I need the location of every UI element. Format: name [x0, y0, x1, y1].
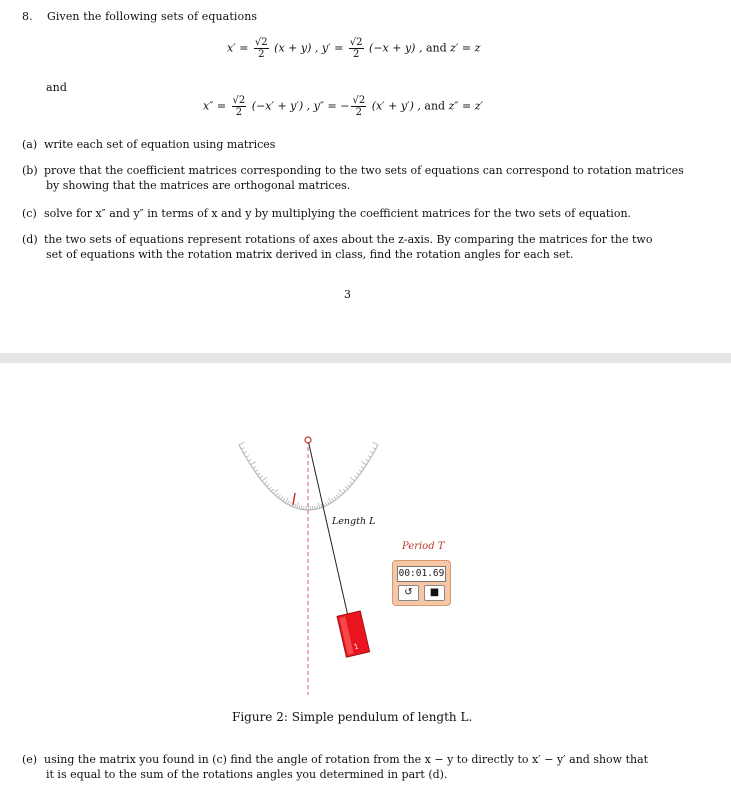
- item-a: [22, 137, 275, 152]
- fraction-sqrt2-over-2: $\frac{√2}{2}$: [349, 37, 363, 60]
- item-label: (c): [22, 207, 37, 220]
- item-text-continued: set of equations with the rotation matrix derived in class, find the rotation angles for each set.: [46, 248, 574, 261]
- item-text: solve for x″ and y″ in terms of x and y by multiplying the coefficient matrices for the two sets of equation.: [44, 207, 632, 220]
- item-e: [22, 752, 648, 782]
- eq2-and: and: [424, 99, 446, 113]
- protractor-tick: [262, 477, 267, 481]
- eq1-and: and: [425, 41, 447, 55]
- eq2-negative-sign: −: [340, 99, 350, 113]
- item-label: (e): [22, 753, 38, 766]
- eq1-term1: (x + y) , y′: [274, 41, 331, 55]
- eq2-term2: (x′ + y′) ,: [371, 99, 421, 113]
- eq2-z: z″ = z′: [448, 99, 483, 113]
- eq2-term1: (−x′ + y′) , y″: [251, 99, 325, 113]
- problem-intro: Given the following sets of equations: [47, 10, 258, 23]
- eq2-lhs: x″: [203, 99, 214, 113]
- protractor-tick: [361, 462, 366, 465]
- page-divider: [0, 353, 731, 363]
- stopwatch: [392, 560, 451, 606]
- protractor-tick: [239, 442, 244, 445]
- stop-icon: ■: [429, 587, 440, 598]
- problem-number: 8.: [22, 10, 33, 23]
- restart-button[interactable]: [398, 585, 419, 601]
- fraction-sqrt2-over-2: $\frac{√2}{2}$: [352, 95, 366, 118]
- and-word: and: [46, 81, 67, 94]
- protractor-tick: [274, 489, 278, 493]
- item-label: (b): [22, 164, 38, 177]
- item-d: [22, 232, 652, 262]
- period-label: Period T: [402, 541, 445, 552]
- protractor-tick: [285, 498, 288, 503]
- eq1-z: z′ = z: [450, 41, 481, 55]
- length-label: Length L: [332, 516, 376, 527]
- protractor-tick: [318, 502, 320, 508]
- protractor-tick: [297, 502, 299, 508]
- timer-display: 00:01.69: [397, 566, 446, 582]
- protractor-tick: [251, 462, 256, 465]
- pivot-icon: [305, 437, 311, 443]
- fraction-sqrt2-over-2: $\frac{√2}{2}$: [254, 37, 268, 60]
- mass-label: 1: [353, 642, 360, 652]
- item-text-continued: by showing that the matrices are orthogonal matrices.: [46, 179, 351, 192]
- pendulum-mass[interactable]: [337, 611, 370, 657]
- item-label: (a): [22, 138, 38, 151]
- eq1-term2: (−x + y) ,: [369, 41, 423, 55]
- eq1-lhs: x′: [227, 41, 236, 55]
- stop-button[interactable]: [424, 585, 445, 601]
- item-c: [22, 206, 631, 221]
- protractor-tick: [328, 498, 331, 503]
- protractor-tick: [339, 489, 343, 493]
- protractor-tick: [350, 477, 355, 481]
- item-text-continued: it is equal to the sum of the rotations angles you determined in part (d).: [46, 768, 448, 781]
- page-number: 3: [344, 288, 352, 301]
- amplitude-marker: [293, 493, 295, 505]
- item-text: the two sets of equations represent rotations of axes about the z-axis. By comparing the matrices for the two: [44, 233, 653, 246]
- item-label: (d): [22, 233, 38, 246]
- item-b: [22, 163, 684, 193]
- figure-caption: Figure 2: Simple pendulum of length L.: [232, 710, 473, 724]
- protractor-tick: [373, 442, 378, 445]
- pendulum-string: [308, 440, 350, 625]
- item-text: write each set of equation using matrices: [44, 138, 276, 151]
- fraction-sqrt2-over-2: $\frac{√2}{2}$: [232, 95, 246, 118]
- equation-set-1: x′ = $\frac{√2}{2}$ (x + y) , y′ = $\frac{√2}{2}$ (−x + y) , and z′ = z: [227, 37, 481, 60]
- equation-set-2: x″ = $\frac{√2}{2}$ (−x′ + y′) , y″ = − $\frac{√2}{2}$ (x′ + y′) , and z″ = z′: [203, 95, 483, 118]
- item-text: using the matrix you found in (c) find the angle of rotation from the x − y to directly to x′ − y′ and show that: [44, 753, 649, 766]
- restart-icon: ↺: [404, 587, 413, 598]
- item-text: prove that the coefficient matrices corresponding to the two sets of equations can correspond to rotation matrices: [44, 164, 684, 177]
